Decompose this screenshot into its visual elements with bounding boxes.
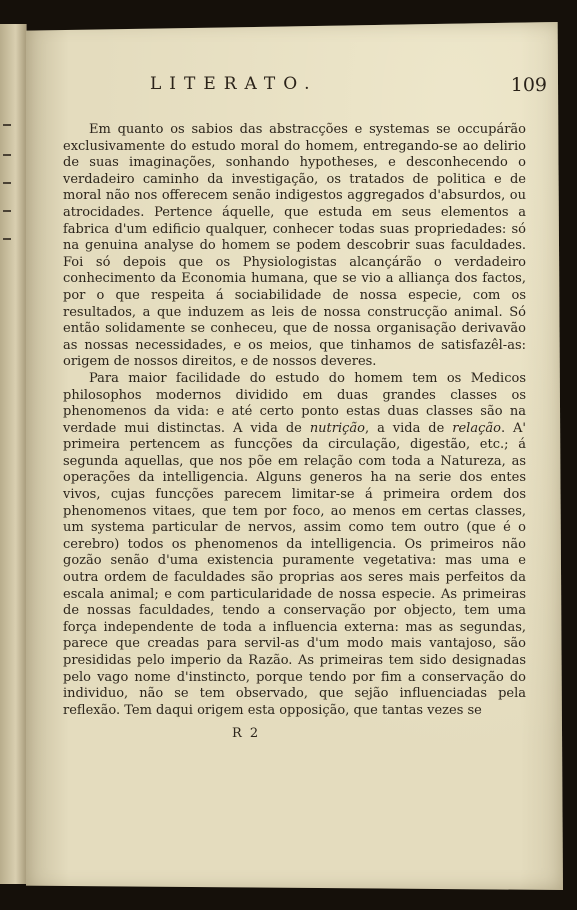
body-text [63, 122, 526, 719]
left-page-mark [3, 210, 11, 212]
left-page-mark [3, 238, 11, 240]
text-run: Em quanto os sabios das abstracções e systemas se occupárão exclusivamente do estudo moral do homem, entregando-se ao delirio de suas imaginações, sonhando hypotheses, e desconhecendo o verdadeiro caminho da investigação, os tratados de politica e de moral não nos offerecem senão indigestos aggregados d'absurdos, ou atrocidades. Pertence áquelle, que estuda em seus elementos a fabrica d'um edificio qualquer, conhecer todas suas propriedades: só na genuina analyse do homem se podem descobrir suas faculdades. Foi só depois que os Physiologistas alcançárão o verdadeiro conhecimento da Economia humana, que se vio a alliança dos factos, por o que respeita á sociabilidade de nossa especie, com os resultados, a que induzem as leis de nossa construcção animal. Só então solidamente se conheceu, que de nossa organisação derivavão as nossas necessidades, e os meios, que tinhamos de satisfazêl-as: origem de nossos direitos, e de nossos deveres. [63, 122, 526, 370]
text-run: , a vida de [365, 420, 453, 436]
printer-signature: R 2 [232, 726, 261, 741]
paragraph [63, 122, 526, 371]
italic-term: nutrição [309, 420, 366, 436]
paragraph [63, 371, 526, 719]
running-head: LITERATO. [150, 74, 318, 94]
left-page-edge [0, 24, 27, 884]
page-header [150, 72, 547, 102]
page-number: 109 [510, 74, 547, 96]
text-run: . A' primeira pertencem as funcções da circulação, digestão, etc.; á segunda aquellas, que nos põe em relação com toda a Natureza, as operações da intelligencia. Alguns generos ha na serie dos entes vivos, cujas funcções parecem limitar-se á primeira ordem dos phenomenos vitaes, que tem por foco, ao menos em certas classes, um systema particular de nervos, assim como tem outro (que é o cerebro) todos os phenomenos da intelligencia. Os primeiros não gozão senão d'uma existencia puramente vegetativa: mas uma e outra ordem de faculdades são proprias aos seres mais perfeitos da escala animal; e com particularidade de nossa especie. As primeiras de nossas faculdades, tendo a conservação por objecto, tem uma força independente de toda a influencia externa: mas as segundas, parece que creadas para servil-as d'um modo mais vantajoso, são presididas pelo imperio da Razão. As primeiras tem sido designadas pelo vago nome d'instincto, porque tendo por fim a conservação do individuo, não se tem observado, que sejão influenciadas pela reflexão. Tem daqui origem esta opposição, que tantas vezes se [63, 420, 526, 718]
left-page-mark [3, 154, 11, 156]
left-page-mark [3, 182, 11, 184]
italic-term: relação [452, 420, 501, 436]
left-page-mark [3, 124, 11, 126]
text-run: Para maior facilidade do estudo do homem tem os Medicos philosophos modernos dividido em duas grandes classes os phenomenos da vida: e até certo ponto estas duas classes são na verdade mui distinctas. A vida de [63, 370, 526, 436]
